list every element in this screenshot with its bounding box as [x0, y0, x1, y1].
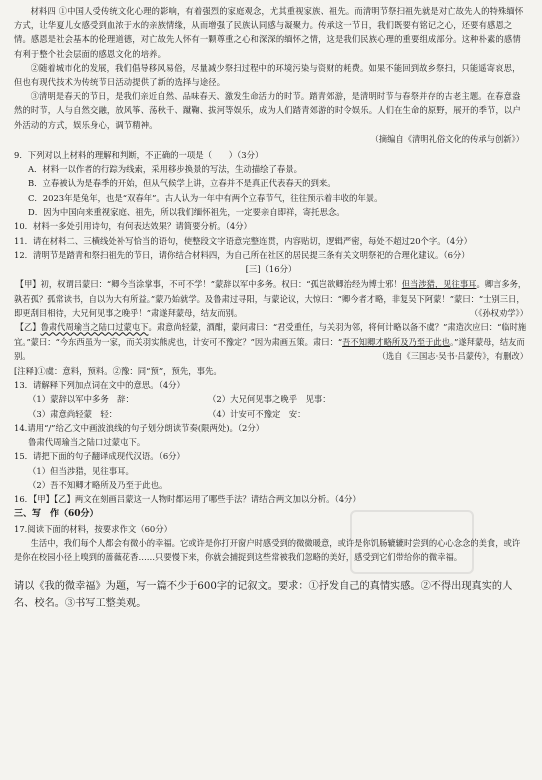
jia-text-start: 【甲】初，权谓吕蒙曰：“卿今当涂掌事，不可不学！”蒙辞以军中多务。权曰：“孤岂欲卿治经为博士邪！: [15, 279, 402, 290]
jia-text-rest: 。卿言多务，孰若孤？孤常读书，自以为大有所益。”蒙乃始就学。及鲁肃过寻阳，与蒙论议，大惊曰：“卿今者才略，非复吴下阿蒙！”蒙曰：“士别三日，即更刮目相待，大兄何见事之晚乎！”肃遂拜蒙母，结友而别。: [14, 279, 527, 319]
question-14: 14.请用“/”给乙文中画波浪线的句子划分朗读节奏(限两处)。（2分）: [14, 422, 265, 433]
q9-option-c: C．2023年是兔年，也是“双春年”。古人认为一年中有两个立春节气，往往预示着丰收的年景。: [28, 192, 383, 203]
yi-label: 【乙】: [15, 322, 41, 333]
yi-wavy-sentence: 鲁肃代周瑜当之陆口过蒙屯下: [40, 322, 149, 333]
yi-text-end: 。”遂拜蒙母，结友而别。: [14, 336, 525, 362]
section-3-heading: [三]（16分）: [245, 264, 297, 275]
q9-option-b: B．立春被认为是春季的开始，但从气候学上讲，立春并不是真正代表春天的到来。: [28, 178, 336, 189]
jia-underlined-sentence: 但当涉猎，见往事耳: [401, 279, 477, 290]
q9-option-a: A．材料一以作者的行踪为线索，采用移步换景的写法，生动描绘了春景。: [28, 164, 303, 175]
question-17: 17.阅读下面的材料，按要求作文（60分）: [14, 523, 172, 534]
essay-prompt: 请以《我的微幸福》为题，写一篇不少于600字的记叙文。要求：①抒发自己的真情实感。②不得出现真实的人名、校名。③书写工整美观。: [14, 581, 513, 610]
question-13: 13．请解释下列加点词在文中的意思。（4分）: [14, 379, 185, 390]
q15-item-1: （1）但当涉猎，见往事耳。: [28, 465, 134, 476]
annotations: [注释]①虞：意料，预料。②豫：同“预”，预先，事先。: [14, 365, 222, 376]
q13-item-2: （2）大兄何见事之晚乎 见事：: [208, 394, 331, 405]
question-12: 12．清明节是踏青和祭扫祖先的节日，请你结合材料四，为自己所在社区的居民提三条有关文明祭祀的合理化建议。（6分）: [14, 249, 470, 260]
classical-text-jia: [14, 277, 528, 320]
q13-item-1: （1）蒙辞以军中多务 辞：: [28, 394, 134, 405]
material4-source: （摘编自《清明礼俗文化的传承与创新》）: [370, 133, 524, 144]
jia-source: （《孙权劝学》）: [469, 308, 528, 319]
yi-text-middle: 。肃意尚轻蒙，酒酣，蒙问肃曰：“君受重任，与关羽为邻，将何计略以备不虞？”肃造次应曰：“临时施宜。”蒙曰：“今东西虽为一家，而关羽实熊虎也，计安可不豫定？”因为肃画五策。肃曰：“: [14, 322, 527, 347]
material4-paragraph-3: ③清明是春天的节日，是我们亲近自然、品味春天、激发生命活力的时节。踏青郊游，是清明时节与春祭并存的古老主题。在春意盎然的时节，人与自然交融，放风筝、荡秋千、蹴鞠、拔河等娱乐，成为人们踏青郊游的时令娱乐。人们在生命的原野，展开的季节，以户外活动的方式，娱乐身心，调节精神。: [14, 91, 521, 130]
question-16: 16．【甲】【乙】两文在刻画吕蒙这一人物时都运用了哪些手法？请结合两文加以分析。（4分）: [14, 494, 361, 505]
q13-row-2: [14, 407, 528, 421]
yi-source: （选自《三国志·吴书·吕蒙传》，有删改）: [377, 351, 528, 362]
q9-option-d: D．因为中国向来重视家庭、祖先，所以我们缅怀祖先，一定要亲自即祥，寄托思念。: [28, 207, 345, 218]
question-11: 11．请在材料二、三横线处补写恰当的语句，使整段文字语意完整连贯，内容贴切，逻辑严密，每处不超过20个字。（4分）: [14, 235, 472, 246]
classical-text-yi: [14, 320, 528, 363]
q15-item-2: （2）吾不知卿才略所及乃至于此也。: [28, 480, 168, 491]
q13-row-1: [14, 392, 528, 406]
material4-paragraph-2: ②随着城市化的发展，我们倡导移风易俗，尽量减少祭扫过程中的环境污染与资财的耗费。如果不能回到故乡祭扫，只能遥寄哀思，但也有现代技术为传统节日活动提供了新的选择与途径。: [14, 62, 521, 88]
q13-item-4: （4）计安可不豫定 安：: [208, 408, 306, 419]
yi-underlined-sentence: 吾不知卿才略所及乃至于此也: [342, 336, 450, 347]
faint-stamp: [350, 510, 474, 574]
essay-material: 生活中，我们每个人都会有微小的幸福。它或许是你打开窗户时感受到的微微暖意，或许是你饥肠辘辘时尝到的心心念念的美食，或许是你在校园小径上嗅到的蔷薇花香……只要慢下来，你就会捕捉到这些常被我们忽略的美好，感受到它们带给你的微幸福。: [14, 537, 521, 563]
q13-item-3: （3）肃意尚轻蒙 轻：: [28, 408, 118, 419]
question-10: 10．材料一多处引用诗句，有何表达效果？请简要分析。（4分）: [14, 221, 252, 232]
material4-paragraph-1: 材料四 ①中国人受传统文化心理的影响，有着强烈的家庭观念，尤其重视家族、祖先。而清明节祭扫祖先就是对亡故先人的特殊缅怀方式，让华夏儿女感受到血浓于水的亲族情缘，从而增强了民族认同感与凝聚力。传承这一节日，我们既要有铭记之心，还要有感恩之情。感恩是社会基本的伦理道德，对亡故先人怀有一颗尊重之心和深深的缅怀之情，这是我们民族心理的重要组成部分。这种朴素的感情有利于整个社会层面的感恩文化的培养。: [14, 6, 524, 59]
writing-section-header: 三、写 作（60分）: [14, 508, 99, 519]
q14-sentence: 鲁肃代周瑜当之陆口过蒙屯下。: [28, 437, 146, 448]
question-15: 15．请把下面的句子翻译成现代汉语。（6分）: [14, 451, 185, 462]
question-9: 9．下列对以上材料的理解和判断，不正确的一项是（ ）（3分）: [14, 149, 264, 160]
